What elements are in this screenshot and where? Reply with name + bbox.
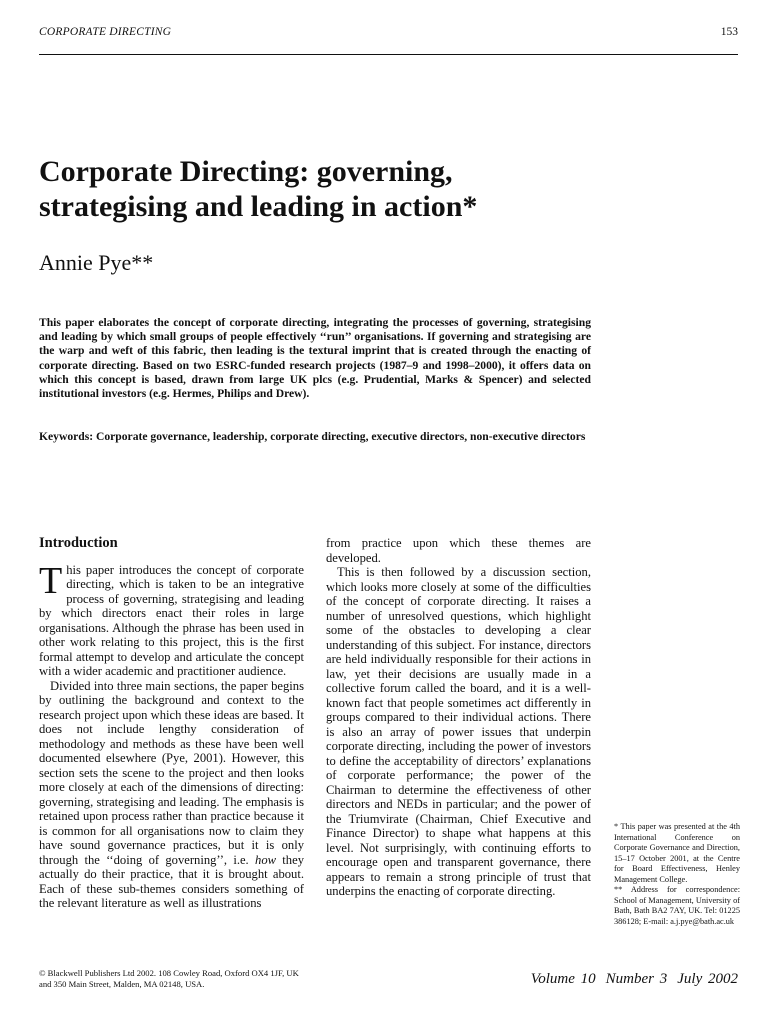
author-name: Annie Pye** [39,250,154,275]
keywords: Keywords: Corporate governance, leadership, corporate directing, executive directors, non-executive directors [39,430,586,443]
section-heading-introduction: Introduction [39,535,118,551]
running-head: CORPORATE DIRECTING [39,26,172,38]
issue-date: July 2002 [677,971,738,987]
footnotes [614,822,740,927]
intro-paragraph-2-text-b: they actually do their practice, that it is brought about. Each of these sub-themes considers something of the relevant literature as well as illustrations [39,852,304,910]
footnote-1: * This paper was presented at the 4th International Conference on Corporate Governance and Direction, 15–17 October 2001, at the Centre for Board Effectiveness, Henley Management College. [614,822,740,884]
intro-paragraph-2-text-a: Divided into three main sections, the paper begins by outlining the background and context to the research project upon which these ideas are based. It does not include lengthy consideration of methodology and methods as these have been well documented elsewhere (Pye, 2001). However, this section sets the scene to the project and then looks more closely at each of the dimensions of directing: governing, strategising and leading. The emphasis is retained upon process rather than practice because it is common for all organisations now to claim they have sound governance practices, but it is only through the ‘‘doing of governing’’, i.e. [39,678,304,867]
volume: Volume 10 [530,971,596,987]
intro-paragraph-2-italic: how [255,852,277,867]
header-rule [39,54,738,55]
page-number: 153 [720,26,738,38]
left-column [39,536,304,911]
article-title: Corporate Directing: governing, strategising and leading in action* [39,155,478,223]
right-column [326,536,591,899]
footnote-2: ** Address for correspondence: School of Management, University of Bath, Bath BA2 7AY, UK. Tel: 01225 386128; E-mail: a.j.pye@bath.ac.uk [614,885,740,926]
copyright-line-2: and 350 Main Street, Malden, MA 02148, USA. [39,978,205,989]
copyright-line-1: © Blackwell Publishers Ltd 2002. 108 Cowley Road, Oxford OX4 1JF, UK [39,968,299,978]
intro-paragraph-1-text: his paper introduces the concept of corporate directing, which is taken to be an integrative process of governing, strategising and leading by which directors enact their roles in large organisations. Although the phrase has been used in other work relating to this project, this is the first formal attempt to develop and articulate the concept with a wider academic and practitioner audience. [39,562,304,678]
intro-paragraph-1 [39,559,304,679]
intro-paragraph-2 [39,679,304,911]
abstract: This paper elaborates the concept of corporate directing, integrating the processes of governing, strategising and leading by which small groups of people effectively ‘‘run’’ organisations. If governing and strategising are the warp and weft of this fabric, then leading is the textural imprint that is created through the enacting of corporate directing. Based on two ESRC-funded research projects (1987–9 and 1998–2000), it offers data on which this concept is based, drawn from large UK plcs (e.g. Prudential, Marks & Spencer) and selected institutional investors (e.g. Hermes, Philips and Drew). [39,316,591,401]
intro-paragraph-3: This is then followed by a discussion section, which looks more closely at some of the difficulties of the concept of corporate directing. It raises a number of unresolved questions, which highlight some of the obstacles to developing a clear understanding of this subject. For instance, directors are held individually responsible for their actions in law, yet their decisions are usually made in a collective forum called the board, and it is a well-known fact that people sometimes act differently in groups compared to their individual actions. There is also an array of power issues that underpin corporate directing, including the power of investors to define the acceptability of directors’ explanations of corporate performance; the power of the Chairman to determine the effectiveness of other directors and NEDs in particular; and the power of the Triumvirate (Chairman, Chief Executive and Finance Director) to shape what happens at this level. Not surprisingly, with continuing efforts to encourage open and transparent governance, there appears to remain a strong principle of trust that underpins the enacting of corporate directing. [326,565,591,898]
issue-info [521,971,738,988]
drop-cap: T [39,559,63,602]
issue-number: Number 3 [605,971,668,987]
copyright-notice [39,968,399,989]
intro-paragraph-2-continuation: from practice upon which these themes are developed. [326,536,591,565]
